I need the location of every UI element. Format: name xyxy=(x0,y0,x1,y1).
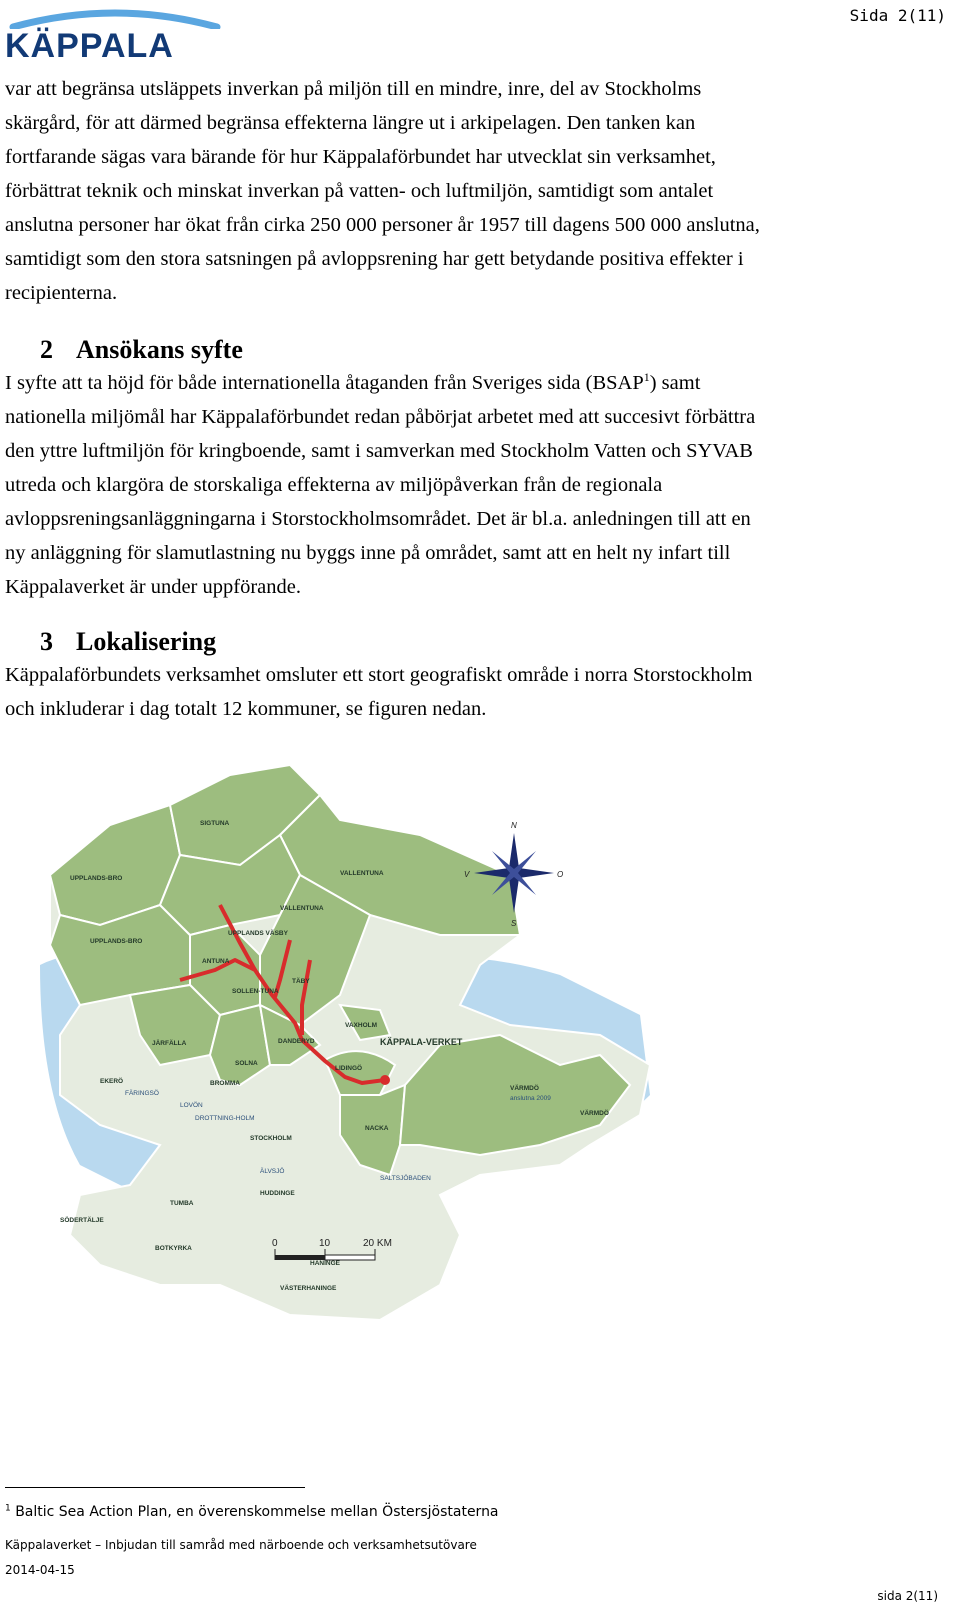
map-label: ÄLVSJÖ xyxy=(260,1168,285,1175)
text-line: ny anläggning för slamutlastning nu byggs inne på området, samt att en helt ny infart till xyxy=(5,542,731,564)
scale-label: 20 KM xyxy=(363,1238,392,1249)
text-line: Käppalaförbundets verksamhet omsluter ett stort geografiskt område i norra Storstockholm xyxy=(5,664,753,686)
map-label: VALLENTUNA xyxy=(340,870,384,877)
scale-label: 10 xyxy=(319,1238,331,1249)
map-label: HANINGE xyxy=(310,1260,340,1267)
logo-arc-icon xyxy=(5,5,225,29)
text-line: skärgård, för att därmed begränsa effekterna längre ut i arkipelagen. Den tanken kan xyxy=(5,112,696,134)
footnote-ref: 1 xyxy=(643,370,650,385)
map-label: UPPLANDS-BRO xyxy=(70,875,123,882)
map-label: STOCKHOLM xyxy=(250,1135,292,1142)
map-plant-label: KÄPPALA-VERKET xyxy=(380,1037,463,1047)
compass-north: N xyxy=(511,821,517,830)
page-number-top: Sida 2(11) xyxy=(849,6,946,25)
map-label: SALTSJÖBADEN xyxy=(380,1175,431,1182)
map-label: LOVÖN xyxy=(180,1102,203,1109)
footer-date: 2014-04-15 xyxy=(5,1563,75,1577)
map-label: NACKA xyxy=(365,1125,389,1132)
map-label: JÄRFÄLLA xyxy=(152,1040,187,1047)
text-line: Käppalaverket är under uppförande. xyxy=(5,576,301,598)
compass-west: V xyxy=(464,870,470,879)
map-label: VÄSTERHANINGE xyxy=(280,1285,337,1292)
map-label: TÄBY xyxy=(292,978,310,985)
map-label: SIGTUNA xyxy=(200,820,230,827)
section-number: 2 xyxy=(40,335,53,364)
text-line: nationella miljömål har Käppalaförbundet redan påbörjat arbetet med att succesivt förbättra xyxy=(5,406,756,428)
section-number: 3 xyxy=(40,627,53,656)
text-line: anslutna personer har ökat från cirka 250 000 personer år 1957 till dagens 500 000 anslutna, xyxy=(5,214,760,236)
text-line xyxy=(5,366,945,400)
footnote-rule xyxy=(5,1487,305,1488)
map-label: DROTTNING-HOLM xyxy=(195,1115,255,1122)
map-plant-marker xyxy=(380,1075,390,1085)
map-label: UPPLANDS-BRO xyxy=(90,938,143,945)
text-line: fortfarande sägas vara bärande för hur Käppalaförbundet har utvecklat sin verksamhet, xyxy=(5,146,716,168)
map-label: VALLENTUNA xyxy=(280,905,324,912)
footnote-number: 1 xyxy=(5,1503,11,1514)
map-label: SOLNA xyxy=(235,1060,258,1067)
footer-doc-title: Käppalaverket – Inbjudan till samråd med närboende och verksamhetsutövare xyxy=(5,1538,477,1552)
text-line: förbättrat teknik och minskat inverkan på vatten- och luftmiljön, samtidigt som antalet xyxy=(5,180,714,202)
logo-text: KÄPPALA xyxy=(5,27,174,65)
section-3-paragraph xyxy=(5,658,945,726)
scale-label: 0 xyxy=(272,1238,278,1249)
map-label: BROMMA xyxy=(210,1080,240,1087)
footnote-text: Baltic Sea Action Plan, en överenskommelse mellan Östersjöstaterna xyxy=(15,1504,499,1520)
map-label: VAXHOLM xyxy=(345,1022,378,1029)
kappala-logo xyxy=(5,5,225,65)
map-svg xyxy=(40,765,670,1325)
map-label: SOLLEN-TUNA xyxy=(232,988,279,995)
section-2-paragraph xyxy=(5,366,945,604)
section-2-heading xyxy=(40,335,243,365)
compass-south: S xyxy=(511,919,517,928)
map-label: LIDINGÖ xyxy=(335,1065,363,1072)
text-segment: I syfte att ta höjd för både internationella åtaganden från Sveriges sida (BSAP xyxy=(5,372,644,394)
text-line: var att begränsa utsläppets inverkan på miljön till en mindre, inre, del av Stockholms xyxy=(5,78,702,100)
section-title: Lokalisering xyxy=(76,627,217,656)
map-label: FÄRINGSÖ xyxy=(125,1090,159,1097)
text-line: utreda och klargöra de storskaliga effekterna av miljöpåverkan från de regionala xyxy=(5,474,663,496)
intro-paragraph xyxy=(5,72,945,310)
compass-east: O xyxy=(557,870,564,879)
page-number-bottom: sida 2(11) xyxy=(877,1589,938,1603)
section-3-heading xyxy=(40,627,216,657)
map-label: HUDDINGE xyxy=(260,1190,295,1197)
map-label: ANTUNA xyxy=(202,958,230,965)
map-label: VÄRMDÖ xyxy=(580,1110,609,1117)
text-line: recipienterna. xyxy=(5,282,118,304)
text-line: den yttre luftmiljön för kringboende, samt i samverkan med Stockholm Vatten och SYVAB xyxy=(5,440,753,462)
section-title: Ansökans syfte xyxy=(76,335,243,364)
service-area-map xyxy=(40,765,670,1325)
map-label: anslutna 2009 xyxy=(510,1095,551,1102)
text-line: samtidigt som den stora satsningen på avloppsrening har gett betydande positiva effekter i xyxy=(5,248,744,270)
map-label: DANDERYD xyxy=(278,1038,315,1045)
text-line: avloppsreningsanläggningarna i Storstockholmsområdet. Det är bl.a. anledningen till att en xyxy=(5,508,751,530)
map-label: VÄRMDÖ xyxy=(510,1085,539,1092)
map-label: EKERÖ xyxy=(100,1078,124,1085)
footnote xyxy=(5,1504,499,1520)
text-line: och inkluderar i dag totalt 12 kommuner, se figuren nedan. xyxy=(5,698,487,720)
map-label: TUMBA xyxy=(170,1200,194,1207)
map-label: BOTKYRKA xyxy=(155,1245,192,1252)
text-segment: ) samt xyxy=(649,372,701,394)
map-label: SÖDERTÄLJE xyxy=(60,1217,104,1224)
map-label: UPPLANDS VÄSBY xyxy=(228,930,288,937)
